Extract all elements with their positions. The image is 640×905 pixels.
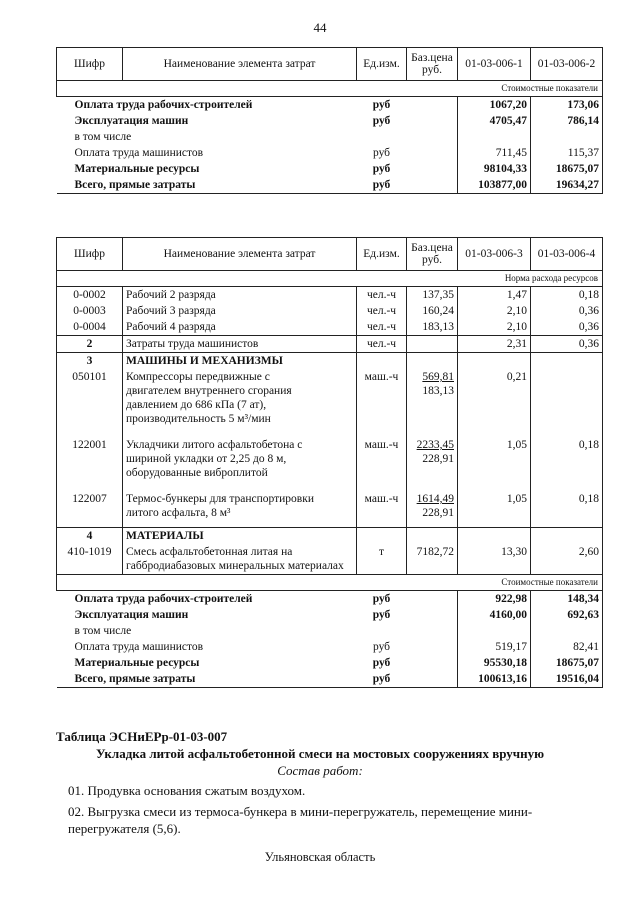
table-row <box>57 177 603 194</box>
sum-value-b: 18675,07 <box>531 655 603 671</box>
sum-name: Эксплуатация машин <box>74 608 189 621</box>
table-row <box>57 639 603 655</box>
cost-table-1 <box>56 47 603 194</box>
resource-price: 137,35 <box>407 287 458 304</box>
header-base-price: Баз.цена руб. <box>407 48 458 81</box>
machine-value-b <box>531 369 603 437</box>
table-header <box>57 48 603 81</box>
group-unit: чел.-ч <box>357 336 407 353</box>
material-value-a: 13,30 <box>458 544 531 575</box>
sum-name: Материальные ресурсы <box>74 163 200 175</box>
sum-value-a <box>458 129 531 145</box>
table-row <box>57 544 603 575</box>
machine-name-line: двигателем внутреннего сгорания <box>126 385 292 397</box>
machine-price <box>407 491 458 527</box>
machine-name-line: Укладчики литого асфальтобетона с <box>126 439 303 451</box>
machine-unit: маш.-ч <box>357 369 407 437</box>
material-price: 7182,72 <box>407 544 458 575</box>
header-col-a: 01-03-006-3 <box>458 238 531 271</box>
machine-name-line: Компрессоры передвижные с <box>126 371 270 383</box>
sum-value-a: 711,45 <box>458 145 531 161</box>
sum-unit: руб <box>372 656 391 669</box>
sum-unit: руб <box>357 177 407 194</box>
machine-price <box>407 437 458 491</box>
table-row <box>57 303 603 319</box>
machine-name-line: давлением до 686 кПа (7 ат), <box>126 399 267 411</box>
sum-unit <box>357 623 407 639</box>
resource-value-a: 2,10 <box>458 319 531 336</box>
subheader: Стоимостные показатели <box>57 81 603 97</box>
machine-name-line: оборудованные виброплитой <box>126 467 268 479</box>
table-row <box>57 671 603 688</box>
material-value-b: 2,60 <box>531 544 603 575</box>
sum-unit: руб <box>372 608 391 621</box>
table-row <box>57 353 603 370</box>
machine-code: 050101 <box>57 369 123 437</box>
work-step-1: 01. Продувка основания сжатым воздухом. <box>68 783 306 798</box>
group-value-b: 0,36 <box>531 336 603 353</box>
resource-code: 0-0004 <box>57 319 123 336</box>
machine-code: 122001 <box>57 437 123 491</box>
subheader-row <box>57 271 603 287</box>
work-step-2: 02. Выгрузка смеси из термоса-бункера в мини-перегружатель, перемещение мини-перегружателя (5,6). <box>68 804 533 836</box>
subheader-row <box>57 81 603 97</box>
resource-unit: чел.-ч <box>357 287 407 304</box>
group-code: 2 <box>57 336 123 353</box>
table-row <box>57 369 603 437</box>
resource-code: 0-0002 <box>57 287 123 304</box>
sum-name: Оплата труда машинистов <box>74 640 204 653</box>
machine-value-b: 0,18 <box>531 491 603 527</box>
group-name: МАШИНЫ И МЕХАНИЗМЫ <box>123 353 357 370</box>
resource-value-b: 0,36 <box>531 319 603 336</box>
resource-unit: чел.-ч <box>357 319 407 336</box>
machine-name-line: Термос-бункеры для транспортировки <box>126 493 314 505</box>
subheader-row <box>57 574 603 590</box>
header-name: Наименование элемента затрат <box>123 238 357 271</box>
table-row <box>57 113 603 129</box>
machine-unit: маш.-ч <box>357 491 407 527</box>
material-unit: т <box>357 544 407 575</box>
material-name <box>123 544 357 575</box>
sum-name: Всего, прямые затраты <box>57 177 357 194</box>
machine-name-line: литого асфальта, 8 м³ <box>126 507 231 519</box>
table-id: Таблица ЭСНиЕРр-01-03-007 <box>56 729 228 744</box>
group-code: 3 <box>57 353 123 370</box>
machine-code: 122007 <box>57 491 123 527</box>
resource-name: Рабочий 2 разряда <box>123 287 357 304</box>
subheader: Стоимостные показатели <box>57 574 603 590</box>
sum-name: Всего, прямые затраты <box>57 671 357 688</box>
resource-value-a: 1,47 <box>458 287 531 304</box>
resource-code: 0-0003 <box>57 303 123 319</box>
table-row <box>57 655 603 671</box>
machine-value-a: 1,05 <box>458 491 531 527</box>
machine-price <box>407 369 458 437</box>
table-title: Укладка литой асфальтобетонной смеси на мостовых сооружениях вручную <box>95 746 545 761</box>
header-code: Шифр <box>57 48 123 81</box>
table-row <box>57 623 603 639</box>
machine-name <box>123 437 357 491</box>
sum-value-a: 922,98 <box>458 590 531 607</box>
group-name: Затраты труда машинистов <box>123 336 357 353</box>
sum-unit: руб <box>372 99 391 111</box>
sum-unit: руб <box>357 671 407 688</box>
sum-name: Оплата труда машинистов <box>74 147 204 159</box>
sum-value-b: 82,41 <box>531 639 603 655</box>
sum-value-a: 4705,47 <box>458 113 531 129</box>
sum-value-a: 95530,18 <box>458 655 531 671</box>
sum-unit: руб <box>372 163 391 175</box>
table-row <box>57 129 603 145</box>
sum-value-a: 98104,33 <box>458 161 531 177</box>
table-row <box>57 97 603 114</box>
machine-price-bottom: 228,91 <box>422 507 454 519</box>
sum-value-a: 103877,00 <box>458 177 531 194</box>
table-row <box>57 607 603 623</box>
subheader: Норма расхода ресурсов <box>57 271 603 287</box>
sum-unit: руб <box>372 147 391 159</box>
sum-value-b: 148,34 <box>531 590 603 607</box>
header-col-b: 01-03-006-2 <box>531 48 603 81</box>
sum-name: Материальные ресурсы <box>74 656 200 669</box>
sum-unit: руб <box>372 592 391 605</box>
sum-value-b: 115,37 <box>531 145 603 161</box>
sum-value-b: 692,63 <box>531 607 603 623</box>
machine-name-line: шириной укладки от 2,25 до 8 м, <box>126 453 287 465</box>
table-row <box>57 319 603 336</box>
resource-price: 160,24 <box>407 303 458 319</box>
material-code: 410-1019 <box>57 544 123 575</box>
sum-name: в том числе <box>74 131 132 143</box>
machine-price-top: 1614,49 <box>416 493 454 505</box>
sum-value-b: 786,14 <box>531 113 603 129</box>
machine-price-bottom: 228,91 <box>422 453 454 465</box>
table-row <box>57 527 603 544</box>
resource-unit: чел.-ч <box>357 303 407 319</box>
resource-value-a: 2,10 <box>458 303 531 319</box>
header-unit: Ед.изм. <box>357 48 407 81</box>
sum-name: в том числе <box>74 624 132 637</box>
machine-name <box>123 491 357 527</box>
table-row <box>57 145 603 161</box>
sum-value-b: 19516,04 <box>531 671 603 688</box>
resource-value-b: 0,18 <box>531 287 603 304</box>
material-name-line: Смесь асфальтобетонная литая на <box>126 545 293 558</box>
machine-value-a: 0,21 <box>458 369 531 437</box>
table-row <box>57 491 603 527</box>
header-col-b: 01-03-006-4 <box>531 238 603 271</box>
header-col-a: 01-03-006-1 <box>458 48 531 81</box>
group-name: МАТЕРИАЛЫ <box>123 527 357 544</box>
header-code: Шифр <box>57 238 123 271</box>
sum-value-b: 19634,27 <box>531 177 603 194</box>
sum-value-a: 4160,00 <box>458 607 531 623</box>
header-unit: Ед.изм. <box>357 238 407 271</box>
machine-name-line: производительность 5 м³/мин <box>126 413 271 425</box>
resource-value-b: 0,36 <box>531 303 603 319</box>
machine-price-top: 569,81 <box>422 371 454 383</box>
sum-value-b <box>531 623 603 639</box>
sum-value-a: 519,17 <box>458 639 531 655</box>
sum-value-b: 173,06 <box>531 97 603 114</box>
sum-name: Оплата труда рабочих-строителей <box>74 99 253 111</box>
sum-value-b: 18675,07 <box>531 161 603 177</box>
machine-price-top: 2233,45 <box>416 439 454 451</box>
header-base-price: Баз.цена руб. <box>407 238 458 271</box>
table-row <box>57 336 603 353</box>
group-code: 4 <box>57 527 123 544</box>
resource-name: Рабочий 3 разряда <box>123 303 357 319</box>
resource-price: 183,13 <box>407 319 458 336</box>
material-name-line: габбродиабазовых минеральных материалах <box>126 559 344 572</box>
table-row <box>57 287 603 304</box>
machine-value-a: 1,05 <box>458 437 531 491</box>
sum-unit: руб <box>372 115 391 127</box>
sum-name: Оплата труда рабочих-строителей <box>74 592 253 605</box>
machine-value-b: 0,18 <box>531 437 603 491</box>
machine-price-bottom: 183,13 <box>422 385 454 397</box>
sum-name: Эксплуатация машин <box>74 115 189 127</box>
works-subtitle: Состав работ: <box>277 763 363 778</box>
page-number: 44 <box>313 20 327 35</box>
region-footer: Ульяновская область <box>264 850 376 864</box>
group-value-a: 2,31 <box>458 336 531 353</box>
sum-value-a <box>458 623 531 639</box>
resource-name: Рабочий 4 разряда <box>123 319 357 336</box>
table-row <box>57 161 603 177</box>
sum-value-a: 1067,20 <box>458 97 531 114</box>
sum-unit <box>357 129 407 145</box>
machine-name <box>123 369 357 437</box>
sum-value-a: 100613,16 <box>458 671 531 688</box>
cost-table-2 <box>56 237 603 688</box>
table-row <box>57 590 603 607</box>
header-name: Наименование элемента затрат <box>123 48 357 81</box>
sum-value-b <box>531 129 603 145</box>
table-header <box>57 238 603 271</box>
table-row <box>57 437 603 491</box>
sum-unit: руб <box>372 640 391 653</box>
machine-unit: маш.-ч <box>357 437 407 491</box>
